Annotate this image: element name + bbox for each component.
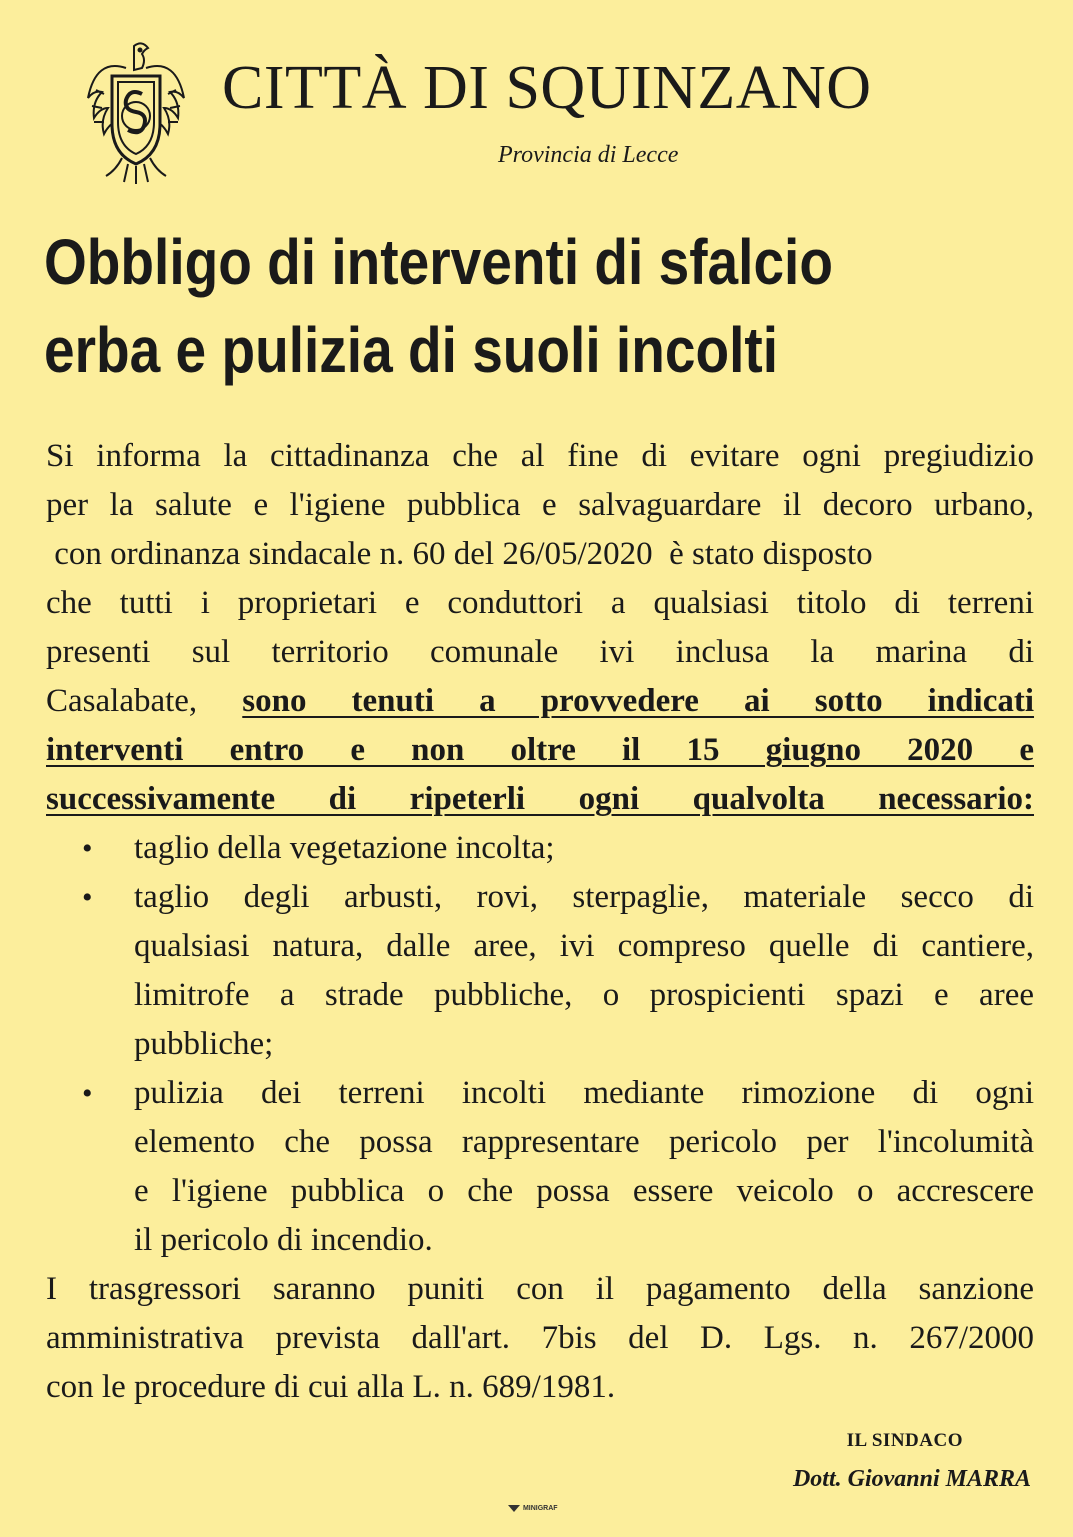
- page-title: CITTÀ DI SQUINZANO: [222, 54, 872, 122]
- page-subtitle: Provincia di Lecce: [498, 142, 679, 168]
- printer-mark-icon: [507, 1503, 521, 1513]
- bullet-icon: •: [82, 832, 93, 865]
- printer-logo: [507, 1503, 587, 1523]
- bullet-3-line-1: pulizia dei terreni incolti mediante rimozione di ogni: [134, 1075, 1034, 1111]
- intro-line-6-bold: sono tenuti a provvedere ai sotto indicati: [242, 683, 1035, 719]
- printer-name: MINIGRAF: [522, 1504, 558, 1512]
- intro-line-8: successivamente di ripeterli ogni qualvolta necessario:: [46, 781, 1034, 817]
- bullet-2-line-3: limitrofe a strade pubbliche, o prospicienti spazi e aree: [134, 977, 1034, 1013]
- bullet-3-line-2: elemento che possa rappresentare pericolo per l'incolumità: [134, 1124, 1034, 1160]
- bullet-icon: •: [82, 881, 93, 914]
- intro-line-6-plain: Casalabate,: [46, 683, 243, 719]
- intro-line-4: che tutti i proprietari e conduttori a qualsiasi titolo di terreni: [46, 585, 1034, 621]
- intro-line-7: interventi entro e non oltre il 15 giugno 2020 e: [46, 732, 1034, 768]
- bullet-2-line-2: qualsiasi natura, dalle aree, ivi compreso quelle di cantiere,: [134, 928, 1034, 964]
- bullet-3-line-3: e l'igiene pubblica o che possa essere veicolo o accrescere: [134, 1173, 1034, 1209]
- bullet-1-line-1: taglio della vegetazione incolta;: [134, 830, 555, 866]
- closing-line-1: I trasgressori saranno puniti con il pagamento della sanzione: [46, 1271, 1034, 1307]
- bullet-2-line-4: pubbliche;: [134, 1026, 274, 1062]
- notice-body: [46, 432, 1034, 1412]
- closing-line-2: amministrativa prevista dall'art. 7bis del D. Lgs. n. 267/2000: [46, 1320, 1034, 1356]
- bullet-item-2: [46, 873, 1034, 1069]
- bullet-item-3: [46, 1069, 1034, 1265]
- bullet-2-line-1: taglio degli arbusti, rovi, sterpaglie, materiale secco di: [134, 879, 1034, 915]
- intro-line-2: per la salute e l'igiene pubblica e salvaguardare il decoro urbano,: [46, 487, 1034, 523]
- bullet-3-line-4: il pericolo di incendio.: [134, 1222, 433, 1258]
- intro-line-5: presenti sul territorio comunale ivi inclusa la marina di: [46, 634, 1034, 670]
- intro-line-3: con ordinanza sindacale n. 60 del 26/05/2020 è stato disposto: [46, 536, 873, 572]
- signature-name: Dott. Giovanni MARRA: [792, 1466, 1031, 1492]
- closing-line-3: con le procedure di cui alla L. n. 689/1981.: [46, 1369, 616, 1405]
- headline-line-1: Obbligo di interventi di sfalcio: [44, 226, 833, 298]
- bullet-item-1: [46, 824, 1034, 873]
- headline: [44, 218, 1033, 394]
- intro-line-6: [46, 677, 1034, 726]
- eagle-crest-icon: [82, 38, 190, 188]
- headline-line-2: erba e pulizia di suoli incolti: [44, 314, 778, 386]
- bullet-icon: •: [82, 1077, 93, 1110]
- signature-role: IL SINDACO: [846, 1430, 963, 1451]
- intro-line-1: Si informa la cittadinanza che al fine di evitare ogni pregiudizio: [46, 438, 1034, 474]
